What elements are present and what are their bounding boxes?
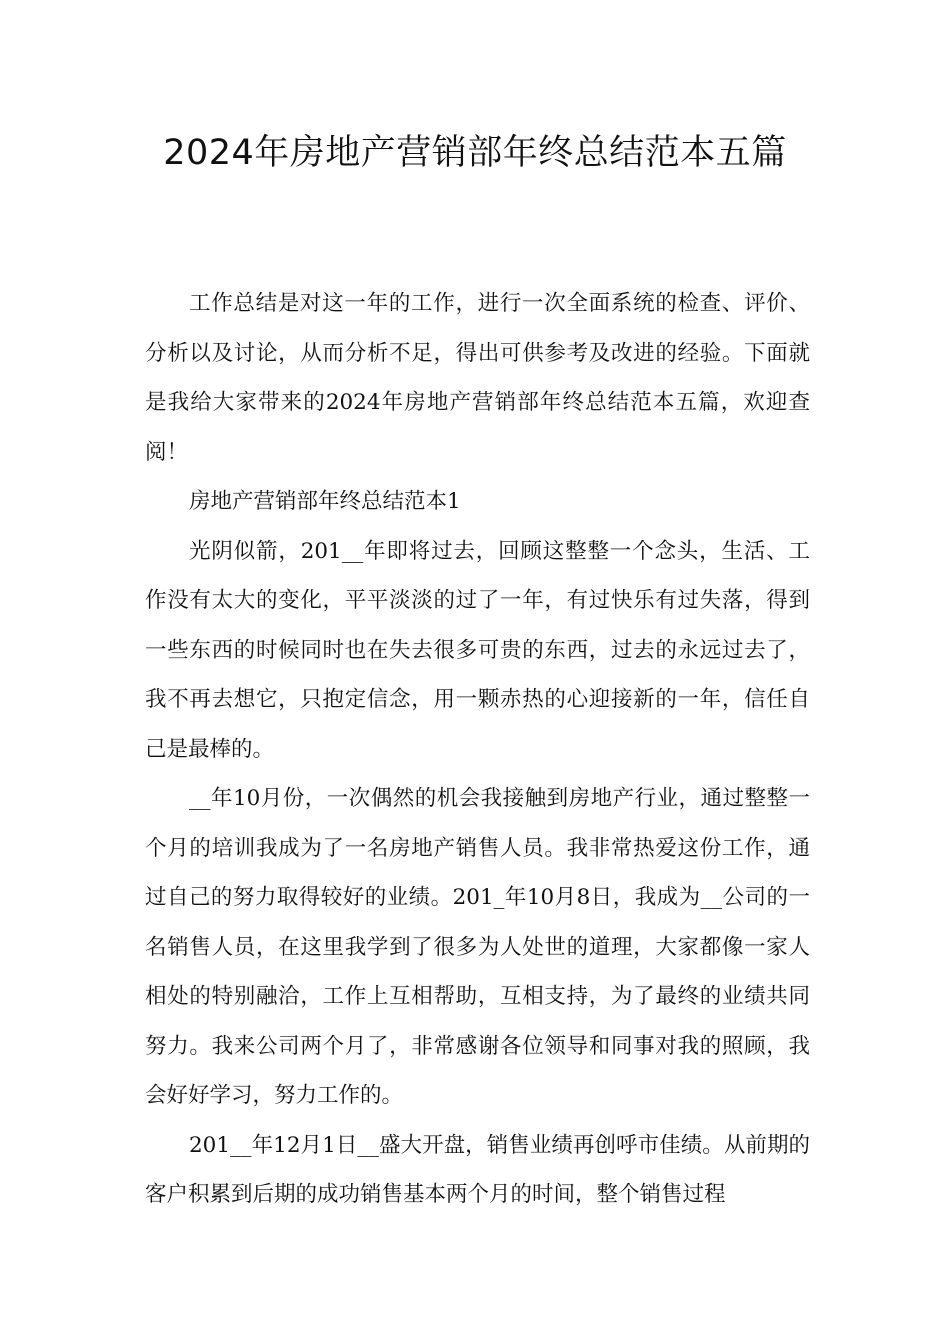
document-title: 2024年房地产营销部年终总结范本五篇 [163, 133, 787, 173]
body-paragraph: __年10月份，一次偶然的机会我接触到房地产行业，通过整整一个月的培训我成为了一名房地产销售人员。我非常热爱这份工作，通过自己的努力取得较好的业绩。201_年10月8日，我成为__公司的一名销售人员，在这里我学到了很多为人处世的道理，大家都像一家人相处的特别融洽，工作上互相帮助，互相支持，为了最终的业绩共同努力。我来公司两个月了，非常感谢各位领导和同事对我的照顾，我会好好学习，努力工作的。 [145, 786, 810, 1108]
body-paragraph: 201__年12月1日__盛大开盘，销售业绩再创呼市佳绩。从前期的客户积累到后期的成功销售基本两个月的时间，整个销售过程 [145, 1132, 810, 1207]
document-body [145, 279, 810, 1220]
section-heading: 房地产营销部年终总结范本1 [189, 489, 461, 514]
intro-paragraph: 工作总结是对这一年的工作，进行一次全面系统的检查、评价、分析以及讨论，从而分析不足，得出可供参考及改进的经验。下面就是我给大家带来的2024年房地产营销部年终总结范本五篇，欢迎查阅！ [145, 291, 810, 465]
body-paragraph: 光阴似箭，201__年即将过去，回顾这整整一个念头，生活、工作没有太大的变化，平平淡淡的过了一年，有过快乐有过失落，得到一些东西的时候同时也在失去很多可贵的东西，过去的永远过去了，我不再去想它，只抱定信念，用一颗赤热的心迎接新的一年，信任自己是最棒的。 [145, 538, 810, 762]
